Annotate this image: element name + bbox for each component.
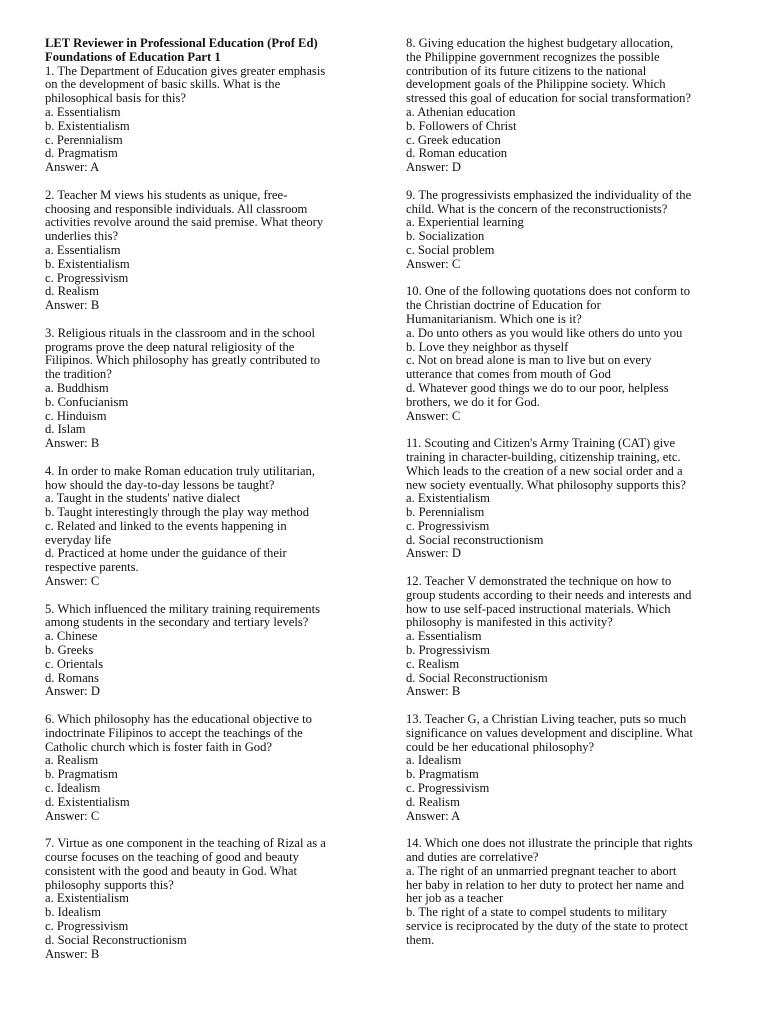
question-block bbox=[45, 65, 365, 175]
answer-key: Answer: D bbox=[406, 160, 461, 175]
answer-option: service is reciprocated by the duty of the state to protect bbox=[406, 919, 688, 933]
answer-option: c. Realism bbox=[406, 656, 460, 671]
answer-option: a. Essentialism bbox=[45, 242, 121, 257]
answer-option: everyday life bbox=[45, 532, 112, 547]
question-block bbox=[45, 713, 365, 823]
answer-key: Answer: B bbox=[406, 684, 461, 699]
question-text-line: programs prove the deep natural religiosity of the bbox=[45, 339, 295, 354]
answer-key: Answer: C bbox=[406, 256, 461, 271]
answer-option: d. Roman education bbox=[406, 146, 508, 161]
question-text-line: 1. The Department of Education gives greater emphasis bbox=[45, 63, 326, 78]
question-text-line: 6. Which philosophy has the educational objective to bbox=[45, 712, 312, 727]
question-text-line: how to use self-paced instructional materials. Which bbox=[406, 601, 671, 616]
answer-option: c. Progressivism bbox=[45, 270, 129, 285]
question-text-line: 11. Scouting and Citizen's Army Training (CAT) give bbox=[406, 436, 676, 451]
answer-option: b. Greeks bbox=[45, 643, 94, 658]
answer-option: c. Perennialism bbox=[45, 132, 123, 147]
question-text-line: new society eventually. What philosophy supports this? bbox=[406, 477, 686, 492]
answer-option: a. Existentialism bbox=[406, 491, 490, 506]
question-text-line: 13. Teacher G, a Christian Living teacher, puts so much bbox=[406, 712, 687, 727]
question-block bbox=[406, 837, 726, 947]
question-text-line: the Christian doctrine of Education for bbox=[406, 298, 601, 313]
answer-option: a. Essentialism bbox=[45, 104, 121, 119]
answer-option: b. Existentialism bbox=[45, 118, 130, 133]
question-text-line: Catholic church which is foster faith in God? bbox=[45, 739, 272, 754]
answer-option: a. Idealism bbox=[406, 753, 462, 768]
answer-option: a. Athenian education bbox=[406, 104, 516, 119]
question-text-line: and duties are correlative? bbox=[406, 850, 539, 865]
answer-option: c. Progressivism bbox=[45, 919, 129, 933]
question-text-line: choosing and responsible individuals. All classroom bbox=[45, 201, 308, 216]
answer-option: them. bbox=[406, 932, 435, 947]
question-block bbox=[406, 189, 726, 272]
answer-option: c. Progressivism bbox=[406, 518, 490, 533]
question-text-line: the Philippine government recognizes the possible bbox=[406, 49, 660, 64]
document-subtitle: Foundations of Education Part 1 bbox=[45, 49, 221, 64]
question-block bbox=[406, 37, 726, 175]
question-text-line: stressed this goal of education for social transformation? bbox=[406, 91, 692, 106]
answer-option: a. Taught in the students' native dialect bbox=[45, 491, 241, 506]
answer-option: c. Progressivism bbox=[406, 781, 490, 796]
answer-option: a. The right of an unmarried pregnant teacher to abort bbox=[406, 863, 677, 878]
question-text-line: Filipinos. Which philosophy has greatly contributed to bbox=[45, 353, 321, 368]
answer-option: a. Experiential learning bbox=[406, 215, 524, 230]
document-title: LET Reviewer in Professional Education (Prof Ed) bbox=[45, 36, 318, 50]
question-text-line: philosophy is manifested in this activity? bbox=[406, 615, 613, 630]
answer-option: d. Existentialism bbox=[45, 794, 130, 809]
question-text-line: could be her educational philosophy? bbox=[406, 739, 595, 754]
answer-key: Answer: D bbox=[406, 546, 461, 561]
question-text-line: group students according to their needs and interests and bbox=[406, 587, 692, 602]
question-text-line: 9. The progressivists emphasized the individuality of the bbox=[406, 187, 692, 202]
right-column bbox=[406, 37, 726, 961]
answer-option: d. Social Reconstructionism bbox=[406, 670, 548, 685]
answer-option: c. Not on bread alone is man to live but on every bbox=[406, 353, 652, 368]
question-text-line: philosophy supports this? bbox=[45, 877, 174, 892]
answer-option: d. Realism bbox=[45, 284, 99, 299]
question-text-line: child. What is the concern of the reconstructionists? bbox=[406, 201, 668, 216]
answer-option: b. Idealism bbox=[45, 905, 101, 920]
answer-option: a. Existentialism bbox=[45, 891, 129, 906]
answer-option: c. Orientals bbox=[45, 656, 104, 671]
answer-key: Answer: C bbox=[45, 808, 100, 823]
question-text-line: among students in the secondary and tertiary levels? bbox=[45, 615, 309, 630]
question-text-line: 12. Teacher V demonstrated the technique on how to bbox=[406, 574, 672, 589]
answer-option: a. Essentialism bbox=[406, 629, 482, 644]
question-text-line: 3. Religious rituals in the classroom and in the school bbox=[45, 325, 316, 340]
answer-key: Answer: D bbox=[45, 684, 100, 699]
answer-option: d. Pragmatism bbox=[45, 146, 118, 161]
question-text-line: 8. Giving education the highest budgetary allocation, bbox=[406, 36, 674, 50]
question-text-line: development goals of the Philippine society. Which bbox=[406, 77, 666, 92]
question-block bbox=[406, 575, 726, 699]
question-text-line: significance on values development and discipline. What bbox=[406, 725, 693, 740]
question-text-line: 7. Virtue as one component in the teaching of Rizal as a bbox=[45, 836, 326, 851]
question-block bbox=[406, 713, 726, 823]
question-text-line: Humanitarianism. Which one is it? bbox=[406, 311, 582, 326]
question-text-line: how should the day-to-day lessons be taught? bbox=[45, 477, 275, 492]
question-block bbox=[45, 327, 365, 451]
question-block bbox=[45, 465, 365, 589]
answer-key: Answer: C bbox=[45, 574, 100, 589]
answer-key: Answer: B bbox=[45, 298, 100, 313]
answer-option: a. Realism bbox=[45, 753, 99, 768]
answer-key: Answer: B bbox=[45, 436, 100, 451]
question-block bbox=[45, 603, 365, 700]
question-text-line: activities revolve around the said premise. What theory bbox=[45, 215, 324, 230]
answer-option: a. Buddhism bbox=[45, 380, 109, 395]
answer-option: b. Confucianism bbox=[45, 394, 129, 409]
answer-option: respective parents. bbox=[45, 560, 139, 575]
answer-option: b. The right of a state to compel students to military bbox=[406, 905, 668, 920]
answer-option: b. Progressivism bbox=[406, 643, 490, 658]
answer-option: b. Pragmatism bbox=[406, 767, 479, 782]
answer-option: d. Practiced at home under the guidance of their bbox=[45, 546, 287, 561]
answer-option: c. Idealism bbox=[45, 781, 101, 796]
answer-option: a. Chinese bbox=[45, 629, 98, 644]
answer-option: c. Greek education bbox=[406, 132, 501, 147]
question-text-line: 2. Teacher M views his students as unique, free- bbox=[45, 187, 288, 202]
question-text-line: 14. Which one does not illustrate the principle that rights bbox=[406, 836, 693, 851]
question-text-line: underlies this? bbox=[45, 229, 119, 244]
answer-key: Answer: B bbox=[45, 946, 100, 961]
question-block bbox=[45, 189, 365, 313]
question-text-line: training in character-building, citizenship training, etc. bbox=[406, 449, 681, 464]
answer-option: c. Social problem bbox=[406, 242, 495, 257]
answer-option: her job as a teacher bbox=[406, 891, 504, 906]
answer-key: Answer: A bbox=[406, 808, 461, 823]
answer-option: d. Social Reconstructionism bbox=[45, 932, 187, 947]
left-column bbox=[45, 37, 365, 975]
answer-option: d. Whatever good things we do to our poor, helpless bbox=[406, 380, 669, 395]
question-block bbox=[406, 437, 726, 561]
answer-option: b. Taught interestingly through the play way method bbox=[45, 505, 310, 520]
answer-option: d. Realism bbox=[406, 794, 460, 809]
answer-option: b. Pragmatism bbox=[45, 767, 118, 782]
question-text-line: consistent with the good and beauty in God. What bbox=[45, 863, 297, 878]
question-text-line: indoctrinate Filipinos to accept the teachings of the bbox=[45, 725, 303, 740]
answer-option: b. Existentialism bbox=[45, 256, 130, 271]
answer-option: d. Romans bbox=[45, 670, 99, 685]
question-block bbox=[45, 837, 365, 961]
question-text-line: the tradition? bbox=[45, 367, 112, 382]
question-text-line: 4. In order to make Roman education truly utilitarian, bbox=[45, 463, 315, 478]
question-text-line: philosophical basis for this? bbox=[45, 91, 186, 106]
question-text-line: Which leads to the creation of a new social order and a bbox=[406, 463, 683, 478]
answer-option: utterance that comes from mouth of God bbox=[406, 367, 611, 382]
question-text-line: course focuses on the teaching of good and beauty bbox=[45, 850, 299, 865]
question-block bbox=[406, 285, 726, 423]
answer-option: brothers, we do it for God. bbox=[406, 394, 540, 409]
answer-option: c. Hinduism bbox=[45, 408, 107, 423]
answer-option: b. Perennialism bbox=[406, 505, 485, 520]
question-text-line: 5. Which influenced the military training requirements bbox=[45, 601, 320, 616]
answer-option: d. Islam bbox=[45, 422, 86, 437]
answer-option: a. Do unto others as you would like others do unto you bbox=[406, 325, 683, 340]
answer-option: b. Followers of Christ bbox=[406, 118, 517, 133]
answer-key: Answer: C bbox=[406, 408, 461, 423]
question-text-line: contribution of its future citizens to the national bbox=[406, 63, 647, 78]
answer-option: b. Love they neighbor as thyself bbox=[406, 339, 569, 354]
question-text-line: 10. One of the following quotations does not conform to bbox=[406, 284, 691, 299]
answer-option: her baby in relation to her duty to protect her name and bbox=[406, 877, 685, 892]
answer-option: b. Socialization bbox=[406, 229, 485, 244]
question-text-line: on the development of basic skills. What is the bbox=[45, 77, 281, 92]
right-question-list bbox=[406, 37, 726, 948]
answer-key: Answer: A bbox=[45, 160, 100, 175]
left-question-list bbox=[45, 65, 365, 962]
answer-option: d. Social reconstructionism bbox=[406, 532, 544, 547]
answer-option: c. Related and linked to the events happening in bbox=[45, 518, 287, 533]
